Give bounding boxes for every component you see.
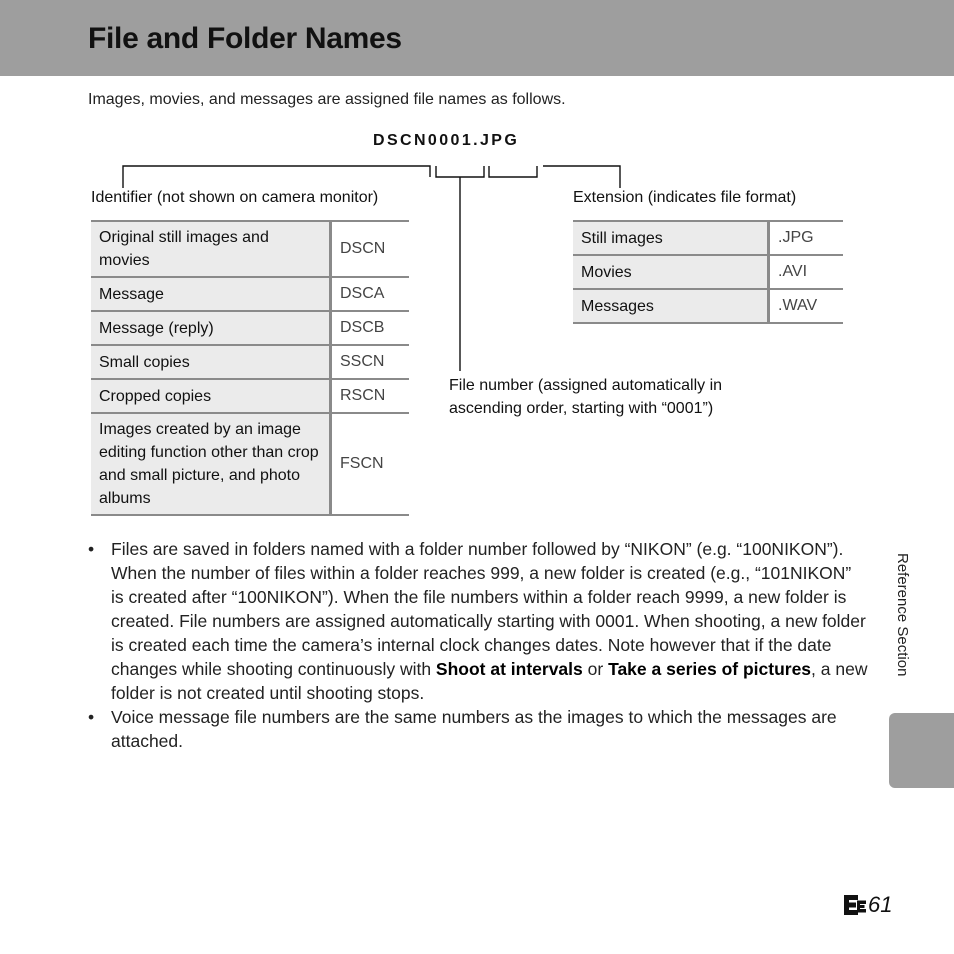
page-title: File and Folder Names	[88, 22, 402, 55]
page-number	[843, 892, 892, 918]
identifier-type: Small copies	[91, 345, 331, 379]
page-number-text: 61	[868, 892, 893, 917]
menu-option-take-a-series-of-pictures: Take a series of pictures	[608, 659, 812, 679]
file-extension: .JPG	[769, 221, 844, 255]
e-reference-icon	[843, 894, 867, 916]
identifier-type: Images created by an image editing function other than crop and small picture, and photo albums	[91, 413, 331, 515]
extension-label: Extension (indicates file format)	[573, 189, 797, 206]
file-extension: .WAV	[769, 289, 844, 323]
notes-list	[88, 537, 868, 753]
identifier-label: Identifier (not shown on camera monitor)	[91, 189, 379, 206]
bullet: •	[88, 707, 95, 727]
list-item	[88, 537, 868, 705]
menu-option-shoot-at-intervals: Shoot at intervals	[435, 659, 583, 679]
file-number-label: File number (assigned automatically in ascending order, starting with “0001”)	[449, 377, 723, 417]
table-row	[91, 311, 409, 345]
table-row	[573, 289, 843, 323]
list-item	[88, 705, 868, 753]
identifier-table	[91, 220, 409, 516]
table-row	[573, 255, 843, 289]
table-row	[91, 413, 409, 515]
file-format-type: Movies	[573, 255, 769, 289]
extension-pointer	[543, 166, 620, 188]
identifier-code: FSCN	[331, 413, 410, 515]
file-number-bracket	[436, 166, 484, 177]
section-tab	[889, 713, 954, 788]
file-format-type: Still images	[573, 221, 769, 255]
intro-text: Images, movies, and messages are assigned file names as follows.	[88, 91, 566, 108]
note-text: , a new folder is not created until shooting stops.	[111, 659, 868, 703]
identifier-code: DSCA	[331, 277, 410, 311]
identifier-code: DSCB	[331, 311, 410, 345]
note-text: Voice message file numbers are the same numbers as the images to which the messages are attached.	[111, 707, 837, 751]
identifier-code: RSCN	[331, 379, 410, 413]
example-filename: DSCN0001.JPG	[373, 132, 520, 149]
identifier-code: DSCN	[331, 221, 410, 277]
file-extension: .AVI	[769, 255, 844, 289]
identifier-type: Cropped copies	[91, 379, 331, 413]
identifier-type: Message	[91, 277, 331, 311]
table-row	[573, 221, 843, 255]
table-row	[91, 277, 409, 311]
file-format-type: Messages	[573, 289, 769, 323]
extension-table	[573, 220, 843, 324]
table-row	[91, 379, 409, 413]
identifier-type: Message (reply)	[91, 311, 331, 345]
identifier-bracket	[123, 166, 430, 188]
extension-bracket	[489, 166, 537, 177]
bullet: •	[88, 539, 95, 559]
identifier-code: SSCN	[331, 345, 410, 379]
identifier-type: Original still images and movies	[91, 221, 331, 277]
note-text: Files are saved in folders named with a folder number followed by “NIKON” (e.g. “100NIKON”). When the number of files within a folder reaches 999, a new folder is created (e.g., “101NIKON” is created after “100NIKON”). When the file numbers within a folder reach 9999, a new folder is created. File numbers are assigned automatically starting with 0001. When shooting, a new folder is created each time the camera’s internal clock changes dates. Note however that if the date changes while shooting continuously with	[111, 539, 866, 679]
section-tab-label: Reference Section	[894, 553, 911, 677]
table-row	[91, 345, 409, 379]
table-row	[91, 221, 409, 277]
note-text: or	[582, 659, 609, 679]
